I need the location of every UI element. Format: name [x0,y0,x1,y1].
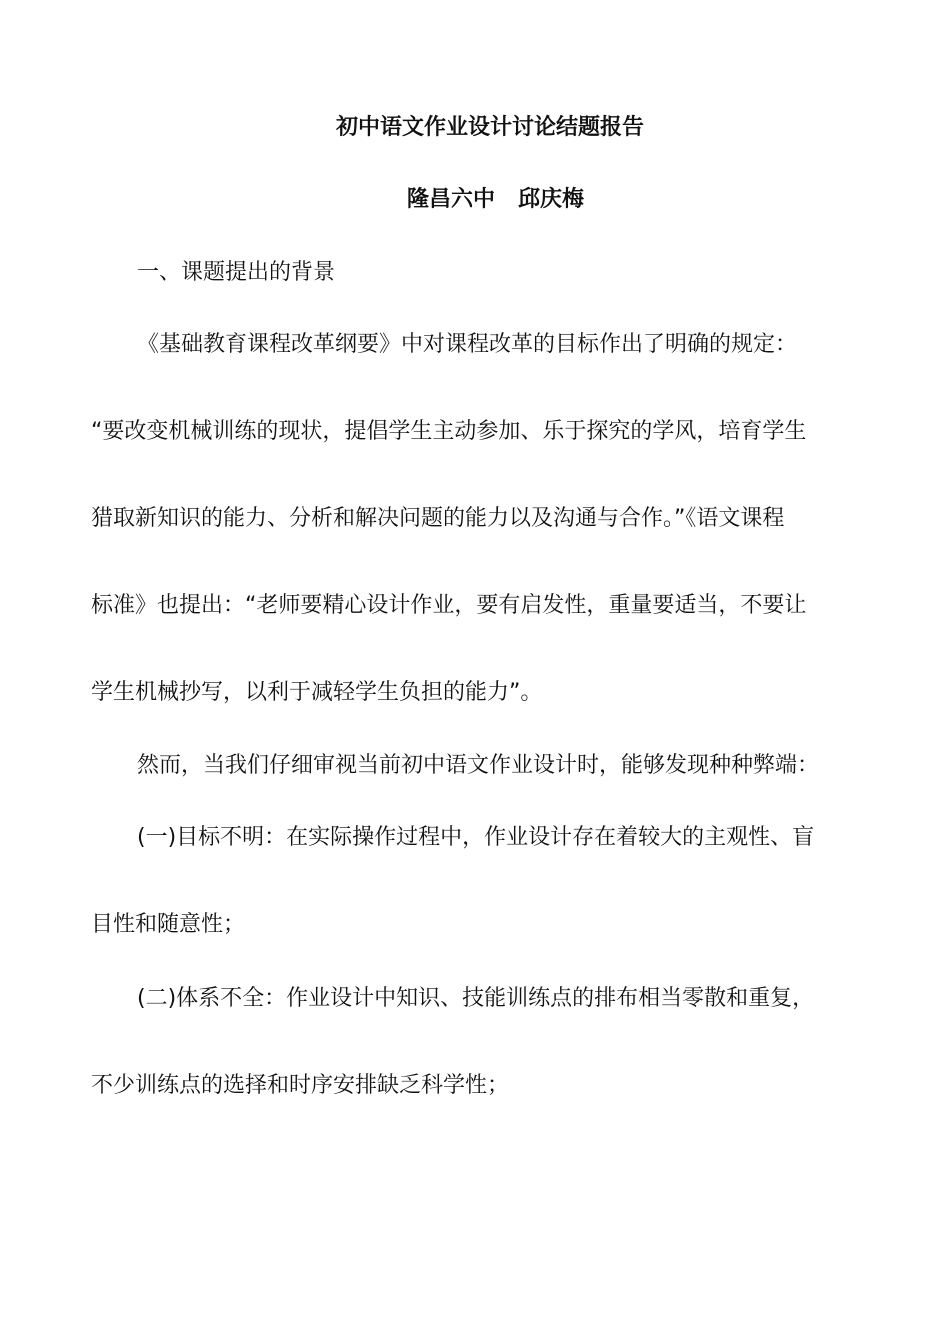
paragraph-line: 然而，当我们仔细审视当前初中语文作业设计时，能够发现种种弊端： [137,753,820,778]
paragraph-line: 学生机械抄写，以利于减轻学生负担的能力”。 [91,680,543,705]
paragraph-line: 《基础教育课程改革纲要》中对课程改革的目标作出了明确的规定： [137,332,798,357]
author-line: 隆昌六中 邱庆梅 [407,187,584,212]
list-item-line: 目性和随意性； [91,912,246,937]
section-heading: 一、课题提出的背景 [137,260,336,285]
paragraph-line: 猎取新知识的能力、分析和解决问题的能力以及沟通与合作。”《语文课程 [91,506,785,531]
document-title: 初中语文作业设计讨论结题报告 [336,115,645,140]
paragraph-line: 标准》也提出：“老师要精心设计作业，要有启发性，重量要适当，不要让 [91,593,807,618]
list-item-line: (二)体系不全：作业设计中知识、技能训练点的排布相当零散和重复， [137,986,815,1011]
list-item-line: 不少训练点的选择和时序安排缺乏科学性； [91,1073,510,1098]
list-item-line: (一)目标不明：在实际操作过程中，作业设计存在着较大的主观性、盲 [137,825,815,850]
paragraph-line: “要改变机械训练的现状，提倡学生主动参加、乐于探究的学风，培育学生 [91,419,807,444]
